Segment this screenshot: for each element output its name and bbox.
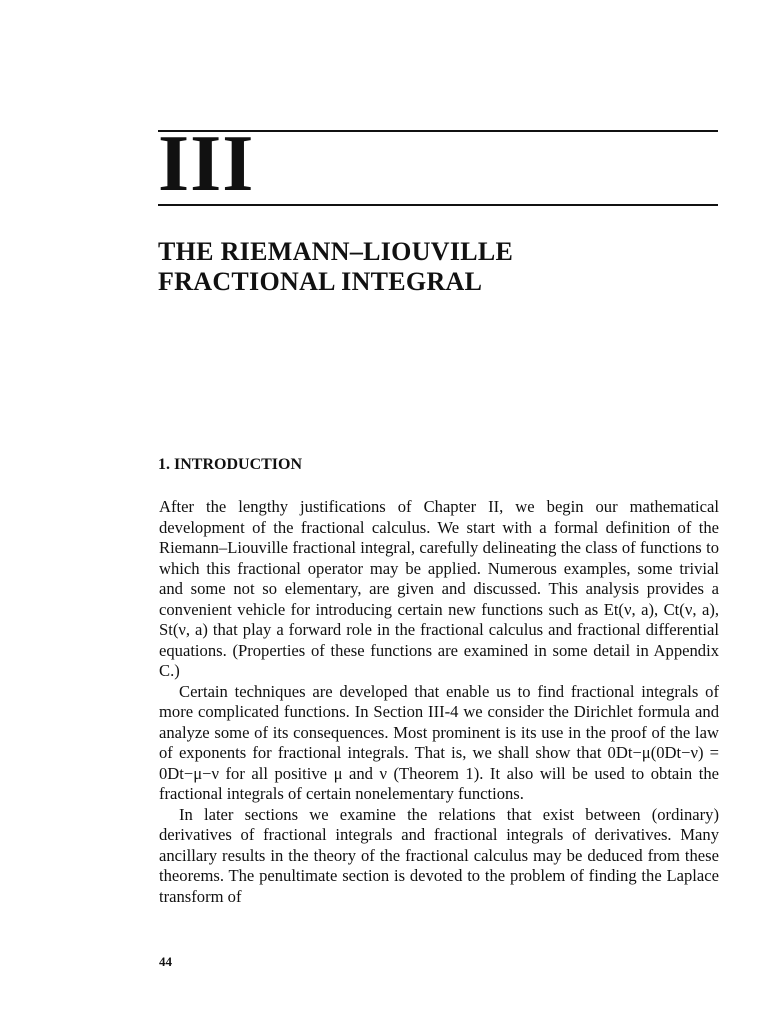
chapter-title-line-1: THE RIEMANN–LIOUVILLE	[158, 237, 514, 266]
section-heading: 1. INTRODUCTION	[158, 456, 303, 473]
bottom-rule	[158, 204, 718, 206]
chapter-number: III	[158, 120, 255, 208]
body-text	[159, 497, 719, 907]
chapter-title	[158, 237, 718, 297]
page-number: 44	[159, 954, 172, 969]
paragraph-1: After the lengthy justifications of Chapter II, we begin our mathematical development of the fractional calculus. We start with a formal definition of the Riemann–Liouville fractional integral, carefully delineating the class of functions to which this fractional operator may be applied. Numerous examples, some trivial and some not so elementary, are given and discussed. This analysis provides a convenient vehicle for introducing certain new functions such as Et(ν, a), Ct(ν, a), St(ν, a) that play a forward role in the fractional calculus and fractional differential equations. (Properties of these functions are examined in some detail in Appendix C.)	[159, 497, 719, 680]
paragraph-2: Certain techniques are developed that enable us to find fractional integrals of more complicated functions. In Section III-4 we consider the Dirichlet formula and analyze some of its consequences. Most prominent is its use in the proof of the law of exponents for fractional integrals. That is, we shall show that 0Dt−μ(0Dt−ν) = 0Dt−μ−ν for all positive μ and ν (Theorem 1). It also will be used to obtain the fractional integrals of certain nonelementary functions.	[159, 681, 719, 803]
chapter-title-line-2: FRACTIONAL INTEGRAL	[158, 267, 483, 296]
paragraph-3: In later sections we examine the relations that exist between (ordinary) derivatives of fractional integrals and fractional integrals of derivatives. Many ancillary results in the theory of the fractional calculus may be deduced from these theorems. The penultimate section is devoted to the problem of finding the Laplace transform of	[159, 804, 719, 906]
